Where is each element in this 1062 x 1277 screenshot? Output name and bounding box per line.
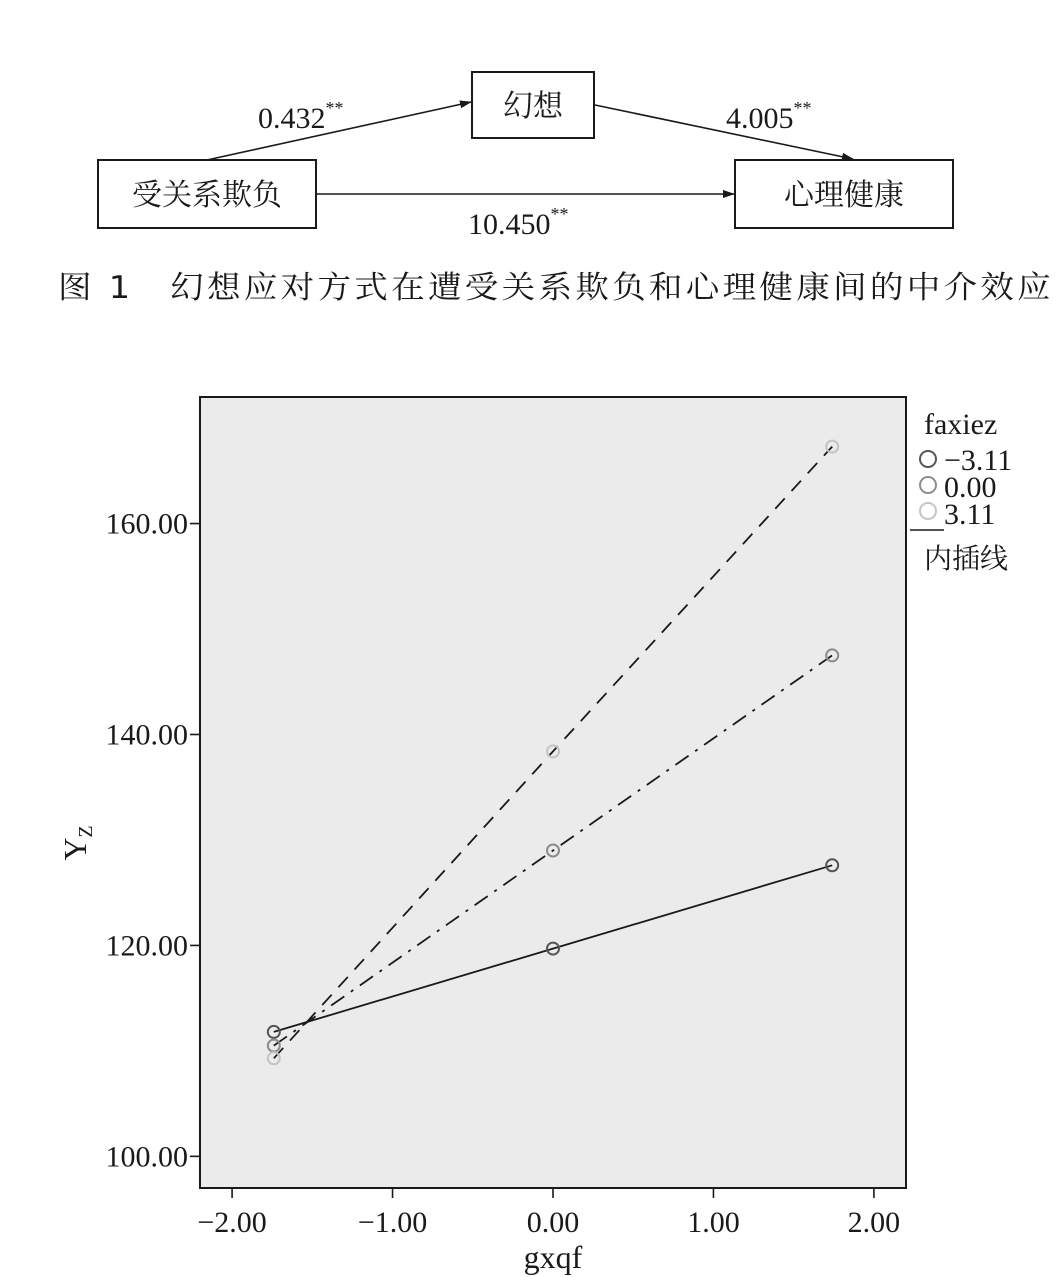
legend-interpolation-label: 内插线 (924, 542, 1009, 575)
node-label-mediator: 幻想 (503, 89, 563, 124)
y-tick-label: 120.00 (105, 929, 188, 963)
x-axis-title: gxqf (523, 1239, 583, 1275)
path-a-coefficient (258, 98, 344, 135)
legend-title: faxiez (924, 408, 998, 441)
y-tick-label: 100.00 (105, 1140, 188, 1174)
legend-label-series-1: −3.11 (944, 444, 1013, 477)
path-b-coefficient (726, 98, 812, 135)
interaction-chart (57, 397, 1012, 1275)
x-tick-label: −1.00 (357, 1206, 428, 1239)
x-tick-label: 2.00 (847, 1206, 901, 1239)
path-c-value: 10.450 (468, 208, 551, 241)
y-tick-label: 160.00 (105, 507, 188, 541)
legend (910, 408, 1012, 575)
legend-marker-series-3 (920, 503, 936, 519)
path-c-significance: ** (550, 204, 569, 224)
path-a-significance: ** (325, 98, 344, 118)
x-tick-label: −2.00 (197, 1206, 267, 1239)
figure-caption: 图 1 幻想应对方式在遭受关系欺负和心理健康间的中介效应 (58, 270, 1054, 306)
path-a-value: 0.432 (258, 102, 326, 135)
node-label-predictor: 受关系欺负 (132, 178, 282, 213)
path-c-coefficient (468, 204, 569, 241)
legend-label-series-2: 0.00 (944, 471, 997, 504)
mediation-diagram (98, 72, 953, 241)
path-b-arrow (595, 105, 853, 159)
legend-marker-series-2 (920, 477, 936, 493)
node-label-outcome: 心理健康 (784, 178, 904, 213)
legend-label-series-3: 3.11 (944, 498, 996, 531)
plot-area (200, 397, 906, 1188)
x-tick-label: 1.00 (687, 1206, 740, 1239)
y-axis-title-main: Y (57, 837, 93, 861)
y-axis-title (57, 825, 97, 860)
x-tick-label: 0.00 (526, 1206, 580, 1239)
path-b-value: 4.005 (726, 102, 794, 135)
y-axis-title-subscript: Z (75, 825, 97, 838)
legend-marker-series-1 (920, 451, 936, 467)
path-b-significance: ** (793, 98, 812, 118)
y-tick-label: 140.00 (105, 718, 188, 752)
